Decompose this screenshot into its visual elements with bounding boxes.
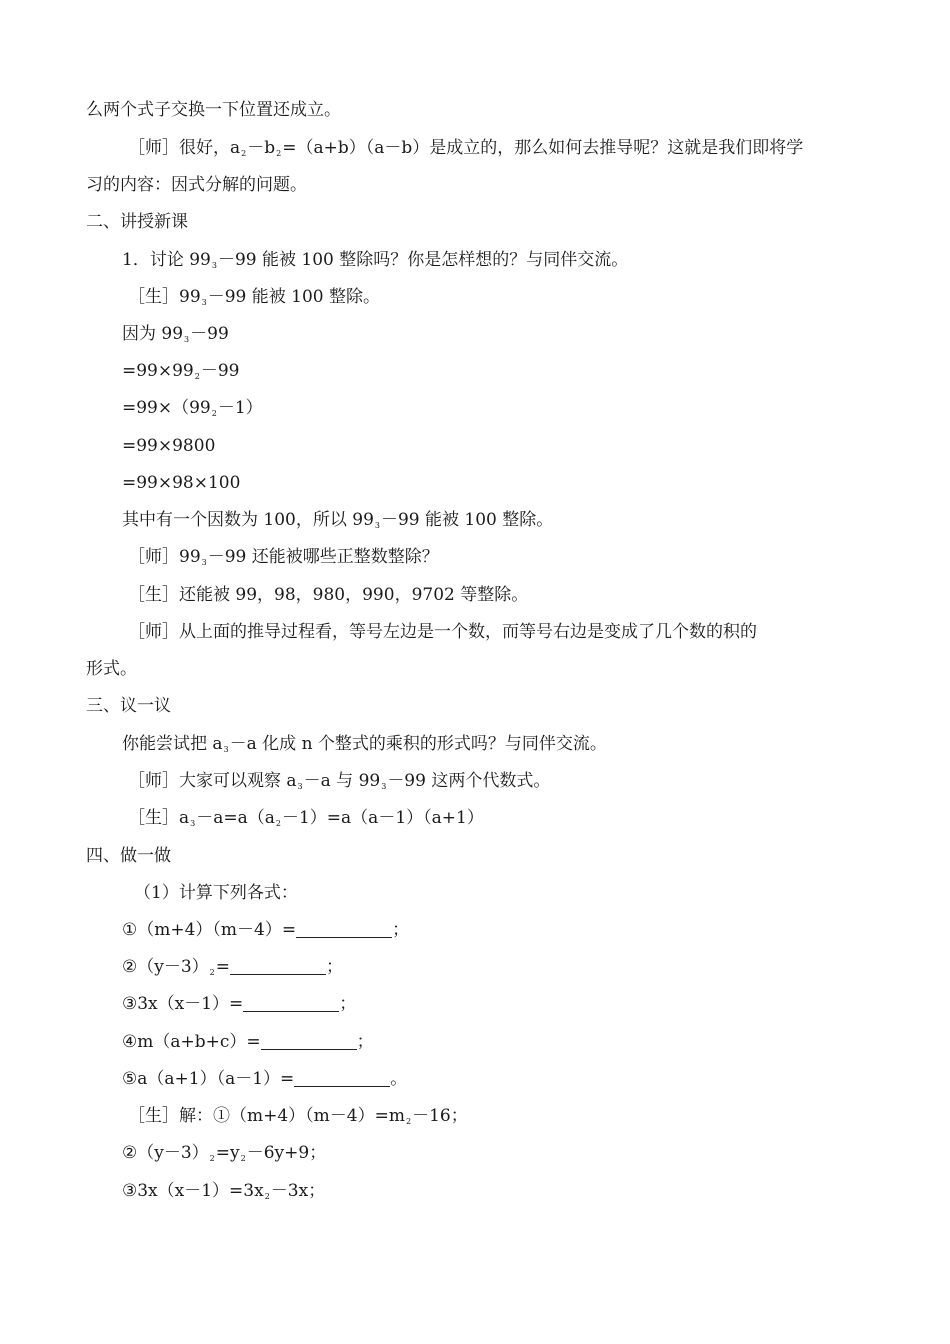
- text-line: ［生］还能被 99，98，980，990，9702 等整除。: [128, 585, 529, 605]
- answer-blank[interactable]: [296, 921, 392, 938]
- text-line: 其中有一个因数为 100，所以 993－99 能被 100 整除。: [122, 510, 554, 530]
- text-line: ［师］大家可以观察 a3－a 与 993－99 这两个代数式。: [128, 771, 551, 791]
- text-line: ［师］很好，a2－b2=（a+b）（a－b）是成立的，那么如何去推导呢？这就是我们即将学: [128, 138, 804, 158]
- answer-blank[interactable]: [243, 995, 339, 1012]
- text-line: 形式。: [86, 659, 137, 679]
- text-line: 1．讨论 993－99 能被 100 整除吗？你是怎样想的？与同伴交流。: [122, 250, 629, 270]
- math-line: ③3x（x－1）=3x2－3x；: [122, 1181, 326, 1201]
- text-line: ［生］a3－a=a（a2－1）=a（a－1）（a+1）: [128, 808, 484, 828]
- math-line: =99×98×100: [122, 473, 241, 493]
- math-line: =99×9800: [122, 436, 216, 456]
- math-line: =99×（992－1）: [122, 398, 263, 418]
- answer-blank[interactable]: [294, 1070, 390, 1087]
- text-line: ［师］993－99 还能被哪些正整数整除？: [128, 547, 439, 567]
- text-line: ［生］993－99 能被 100 整除。: [128, 287, 381, 307]
- section-heading: 二、讲授新课: [86, 212, 188, 232]
- text-line: 么两个式子交换一下位置还成立。: [86, 100, 341, 120]
- exercise-item: ⑤a（a+1）（a－1）= 。: [122, 1069, 408, 1089]
- text-line: 习的内容：因式分解的问题。: [86, 175, 307, 195]
- exercise-item: ③3x（x－1）= ；: [122, 994, 357, 1014]
- answer-blank[interactable]: [230, 958, 326, 975]
- math-line: ②（y－3）2=y2－6y+9；: [122, 1143, 327, 1163]
- text-line: ［师］从上面的推导过程看，等号左边是一个数，而等号右边是变成了几个数的积的: [128, 622, 757, 642]
- text-line: （1）计算下列各式：: [134, 883, 298, 903]
- text-line: 因为 993－99: [122, 324, 229, 344]
- exercise-item: ①（m+4）（m－4）= ；: [122, 920, 410, 940]
- section-heading: 三、议一议: [86, 696, 171, 716]
- text-line: 你能尝试把 a3－a 化成 n 个整式的乘积的形式吗？与同伴交流。: [122, 734, 607, 754]
- exercise-item: ④m（a+b+c）= ；: [122, 1032, 374, 1052]
- section-heading: 四、做一做: [86, 846, 171, 866]
- math-line: =99×992－99: [122, 361, 240, 381]
- exercise-item: ②（y－3）2= ；: [122, 957, 344, 977]
- text-line: ［生］解：①（m+4）（m－4）=m2－16；: [128, 1106, 468, 1126]
- answer-blank[interactable]: [261, 1033, 357, 1050]
